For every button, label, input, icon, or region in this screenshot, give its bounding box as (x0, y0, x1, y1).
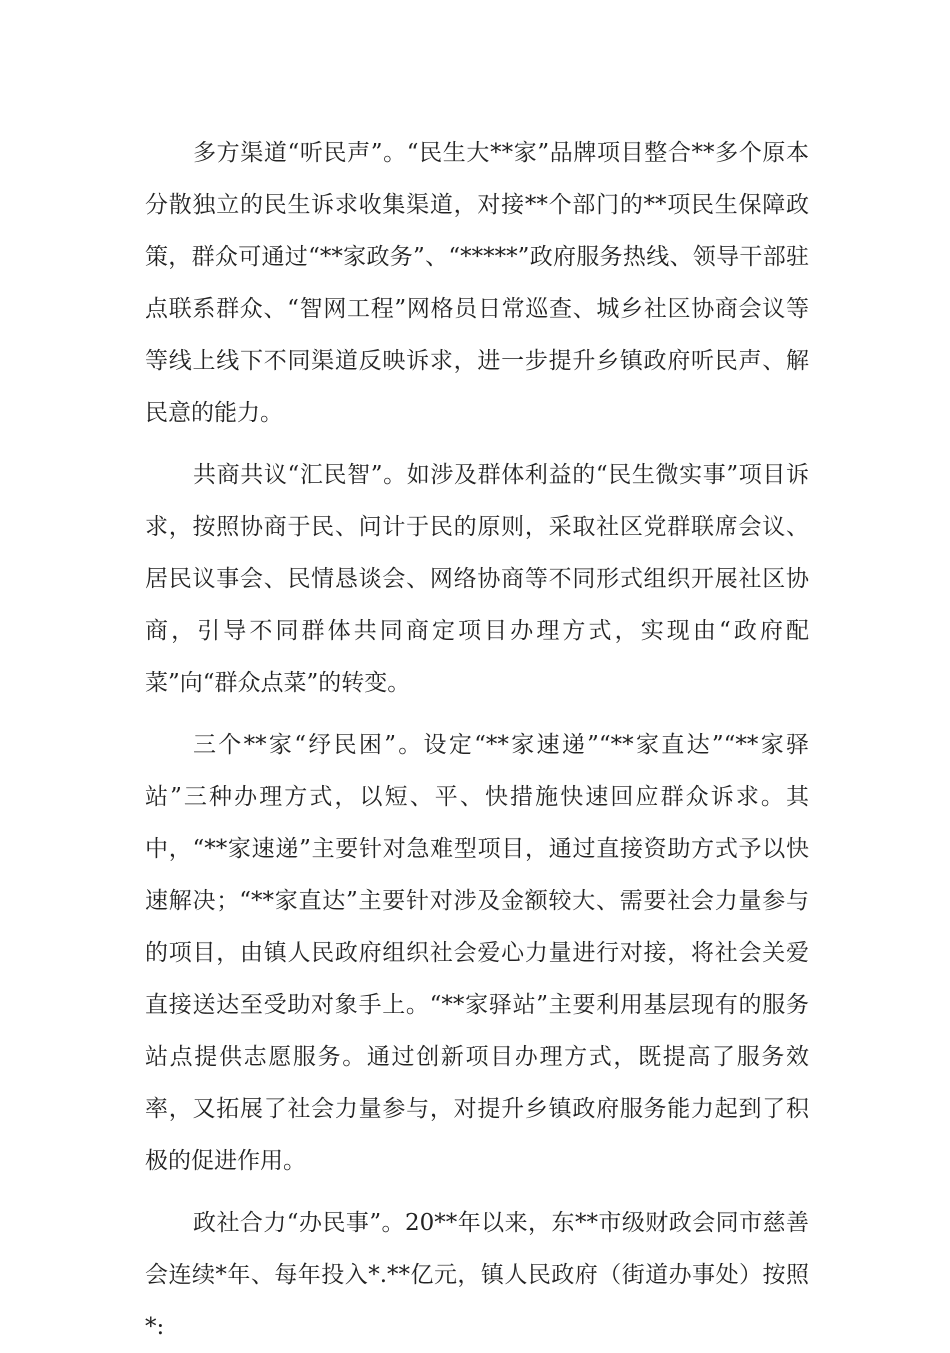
paragraph-relieve-public-difficulties: 三个**家“纾民困”。设定“**家速递”“**家直达”“**家驿站”三种办理方式，以短、平、快措施快速回应群众诉求。其中，“**家速递”主要针对急难型项目，通过直接资助方式予以快速解决；“**家直达”主要针对涉及金额较大、需要社会力量参与的项目，由镇人民政府组织社会爱心力量进行对接，将社会关爱直接送达至受助对象手上。“**家驿站”主要利用基层现有的服务站点提供志愿服务。通过创新项目办理方式，既提高了服务效率，又拓展了社会力量参与，对提升乡镇政府服务能力起到了积极的促进作用。 (145, 732, 809, 1174)
paragraph-listen-public-voice: 多方渠道“听民声”。“民生大**家”品牌项目整合**多个原本分散独立的民生诉求收集渠道，对接**个部门的**项民生保障政策，群众可通过“**家政务”、“*****”政府服务热线、领导干部驻点联系群众、“智网工程”网格员日常巡查、城乡社区协商会议等等线上线下不同渠道反映诉求，进一步提升乡镇政府听民声、解民意的能力。 (145, 140, 809, 426)
paragraph-gather-public-wisdom: 共商共议“汇民智”。如涉及群体利益的“民生微实事”项目诉求，按照协商于民、问计于民的原则，采取社区党群联席会议、居民议事会、民情恳谈会、网络协商等不同形式组织开展社区协商，引导不同群体共同商定项目办理方式，实现由“政府配菜”向“群众点菜”的转变。 (145, 462, 809, 696)
document-body (145, 127, 809, 1353)
paragraph-handle-public-affairs: 政社合力“办民事”。20**年以来，东**市级财政会同市慈善会连续*年、每年投入*.**亿元，镇人民政府（街道办事处）按照*: (145, 1210, 809, 1340)
